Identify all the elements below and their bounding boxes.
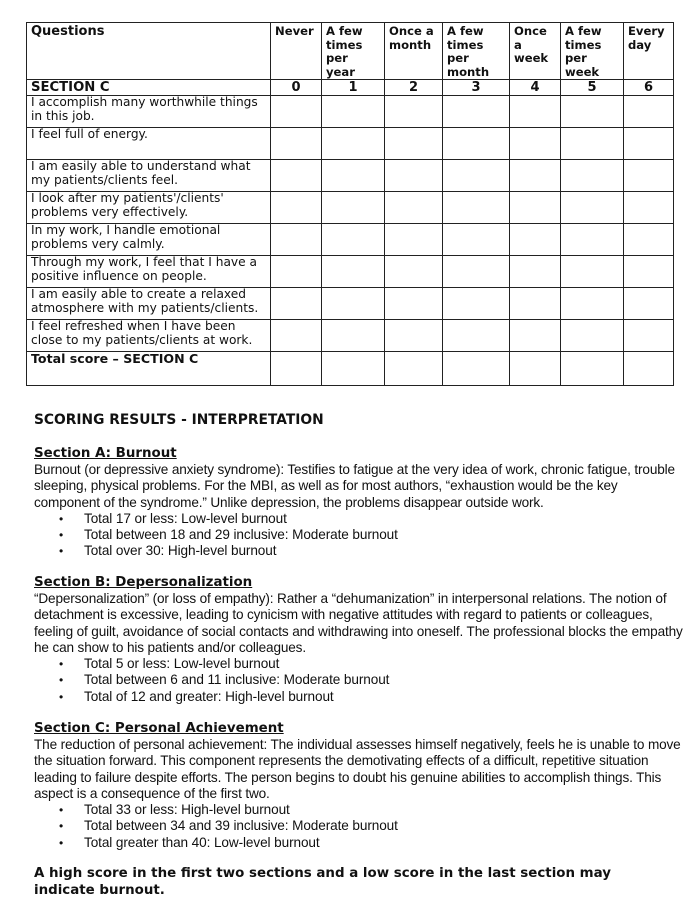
- question-text: I feel refreshed when I have been close to my patients/clients at work.: [27, 320, 271, 352]
- answer-cell[interactable]: [561, 256, 624, 288]
- answer-cell[interactable]: [624, 96, 674, 128]
- total-cell[interactable]: [271, 352, 322, 386]
- answer-cell[interactable]: [510, 320, 561, 352]
- answer-cell[interactable]: [271, 224, 322, 256]
- section-b-title: Section B: Depersonalization: [34, 575, 253, 590]
- freq-header-few-per-week: A few times per week: [561, 23, 624, 80]
- answer-cell[interactable]: [443, 96, 510, 128]
- answer-cell[interactable]: [561, 96, 624, 128]
- answer-cell[interactable]: [271, 96, 322, 128]
- bullet-item: • Total over 30: High-level burnout: [84, 543, 684, 559]
- freq-header-few-per-year: A few times per year: [322, 23, 385, 80]
- answer-cell[interactable]: [624, 288, 674, 320]
- bullet-item: • Total 17 or less: Low-level burnout: [84, 511, 684, 527]
- answer-cell[interactable]: [271, 288, 322, 320]
- answer-cell[interactable]: [561, 128, 624, 160]
- section-label: SECTION C: [27, 80, 271, 96]
- section-c-bullets: [34, 802, 684, 851]
- answer-cell[interactable]: [271, 160, 322, 192]
- freq-header-never: Never: [271, 23, 322, 80]
- section-row: [27, 80, 674, 96]
- answer-cell[interactable]: [443, 192, 510, 224]
- answer-cell[interactable]: [510, 224, 561, 256]
- answer-cell[interactable]: [385, 192, 443, 224]
- answer-cell[interactable]: [561, 160, 624, 192]
- answer-cell[interactable]: [271, 192, 322, 224]
- bullet-item: • Total of 12 and greater: High-level burnout: [84, 689, 684, 705]
- question-text: I accomplish many worthwhile things in this job.: [27, 96, 271, 128]
- freq-header-once-week: Once a week: [510, 23, 561, 80]
- answer-cell[interactable]: [322, 288, 385, 320]
- question-text: In my work, I handle emotional problems very calmly.: [27, 224, 271, 256]
- question-row: [27, 256, 674, 288]
- answer-cell[interactable]: [624, 160, 674, 192]
- answer-cell[interactable]: [443, 256, 510, 288]
- total-cell[interactable]: [624, 352, 674, 386]
- answer-cell[interactable]: [322, 192, 385, 224]
- answer-cell[interactable]: [322, 128, 385, 160]
- answer-cell[interactable]: [510, 256, 561, 288]
- section-c-title: Section C: Personal Achievement: [34, 721, 284, 736]
- scale-value: 1: [322, 80, 385, 96]
- answer-cell[interactable]: [385, 320, 443, 352]
- scale-value: 4: [510, 80, 561, 96]
- section-b-bullets: [34, 656, 684, 705]
- answer-cell[interactable]: [271, 256, 322, 288]
- answer-cell[interactable]: [322, 224, 385, 256]
- total-cell[interactable]: [510, 352, 561, 386]
- scale-value: 6: [624, 80, 674, 96]
- answer-cell[interactable]: [322, 96, 385, 128]
- answer-cell[interactable]: [271, 128, 322, 160]
- answer-cell[interactable]: [510, 288, 561, 320]
- question-row: [27, 160, 674, 192]
- answer-cell[interactable]: [443, 320, 510, 352]
- answer-cell[interactable]: [561, 192, 624, 224]
- question-row: [27, 224, 674, 256]
- section-a-block: [34, 446, 684, 560]
- section-c-block: [34, 721, 684, 851]
- answer-cell[interactable]: [624, 224, 674, 256]
- section-b-block: [34, 575, 684, 705]
- answer-cell[interactable]: [624, 256, 674, 288]
- answer-cell[interactable]: [271, 320, 322, 352]
- question-text: Through my work, I feel that I have a positive influence on people.: [27, 256, 271, 288]
- answer-cell[interactable]: [561, 320, 624, 352]
- question-text: I feel full of energy.: [27, 128, 271, 160]
- answer-cell[interactable]: [510, 128, 561, 160]
- section-b-text: “Depersonalization” (or loss of empathy): Rather a “dehumanization” in interpersonal relations. The notion of detachment is excessive, leading to cynicism with negative attitudes with regard to patients or colleagues, feeling of guilt, avoidance of social contacts and withdrawing into oneself. The professional blocks the empathy he can show to his patients and/or colleagues.: [34, 591, 683, 655]
- header-row: [27, 23, 674, 80]
- answer-cell[interactable]: [322, 256, 385, 288]
- freq-header-few-per-month: A few times per month: [443, 23, 510, 80]
- question-row: [27, 128, 674, 160]
- answer-cell[interactable]: [624, 192, 674, 224]
- answer-cell[interactable]: [443, 224, 510, 256]
- interpretation-title: SCORING RESULTS - INTERPRETATION: [34, 412, 324, 428]
- answer-cell[interactable]: [385, 224, 443, 256]
- question-row: [27, 320, 674, 352]
- scale-value: 2: [385, 80, 443, 96]
- answer-cell[interactable]: [443, 160, 510, 192]
- conclusion: A high score in the first two sections and a low score in the last section may indicate burnout.: [34, 866, 611, 898]
- question-rows: [27, 96, 674, 352]
- section-c-text: The reduction of personal achievement: The individual assesses himself negatively, feels he is unable to move the situation forward. This component represents the demotivating effects of a difficult, repetitive situation leading to failure despite efforts. The person begins to doubt his genuine abilities to accomplish things. This aspect is a consequence of the first two.: [34, 737, 681, 801]
- question-text: I am easily able to understand what my patients/clients feel.: [27, 160, 271, 192]
- total-cell[interactable]: [385, 352, 443, 386]
- question-row: [27, 192, 674, 224]
- freq-header-every-day: Every day: [624, 23, 674, 80]
- total-cell[interactable]: [322, 352, 385, 386]
- answer-cell[interactable]: [561, 224, 624, 256]
- bullet-item: • Total greater than 40: Low-level burnout: [84, 835, 684, 851]
- answer-cell[interactable]: [510, 96, 561, 128]
- scale-value: 5: [561, 80, 624, 96]
- section-a-bullets: [34, 511, 684, 560]
- total-cell[interactable]: [561, 352, 624, 386]
- answer-cell[interactable]: [510, 160, 561, 192]
- section-a-text: Burnout (or depressive anxiety syndrome): Testifies to fatigue at the very idea of work, chronic fatigue, trouble sleeping, physical problems. For the MBI, as well as for most authors, “exhaustion would be the key component of the syndrome.” Unlike depression, the problems disappear outside work.: [34, 462, 675, 510]
- answer-cell[interactable]: [385, 256, 443, 288]
- section-a-title: Section A: Burnout: [34, 446, 177, 461]
- answer-cell[interactable]: [322, 320, 385, 352]
- bullet-item: • Total between 18 and 29 inclusive: Moderate burnout: [84, 527, 684, 543]
- freq-header-once-month: Once a month: [385, 23, 443, 80]
- question-text: I look after my patients'/clients' problems very effectively.: [27, 192, 271, 224]
- answer-cell[interactable]: [385, 128, 443, 160]
- total-label: Total score – SECTION C: [27, 352, 271, 386]
- bullet-item: • Total between 34 and 39 inclusive: Moderate burnout: [84, 818, 684, 834]
- answer-cell[interactable]: [385, 96, 443, 128]
- answer-cell[interactable]: [624, 320, 674, 352]
- answer-cell[interactable]: [443, 128, 510, 160]
- answer-cell[interactable]: [510, 192, 561, 224]
- bullet-item: • Total between 6 and 11 inclusive: Moderate burnout: [84, 672, 684, 688]
- answer-cell[interactable]: [385, 288, 443, 320]
- answer-cell[interactable]: [561, 288, 624, 320]
- scale-value: 3: [443, 80, 510, 96]
- question-row: [27, 288, 674, 320]
- questions-header: Questions: [27, 23, 271, 80]
- total-row: [27, 352, 674, 386]
- answer-cell[interactable]: [624, 128, 674, 160]
- question-text: I am easily able to create a relaxed atmosphere with my patients/clients.: [27, 288, 271, 320]
- bullet-item: • Total 33 or less: High-level burnout: [84, 802, 684, 818]
- total-cell[interactable]: [443, 352, 510, 386]
- question-row: [27, 96, 674, 128]
- answer-cell[interactable]: [443, 288, 510, 320]
- answer-cell[interactable]: [385, 160, 443, 192]
- scale-value: 0: [271, 80, 322, 96]
- bullet-item: • Total 5 or less: Low-level burnout: [84, 656, 684, 672]
- answer-cell[interactable]: [322, 160, 385, 192]
- questionnaire-table: [26, 22, 674, 386]
